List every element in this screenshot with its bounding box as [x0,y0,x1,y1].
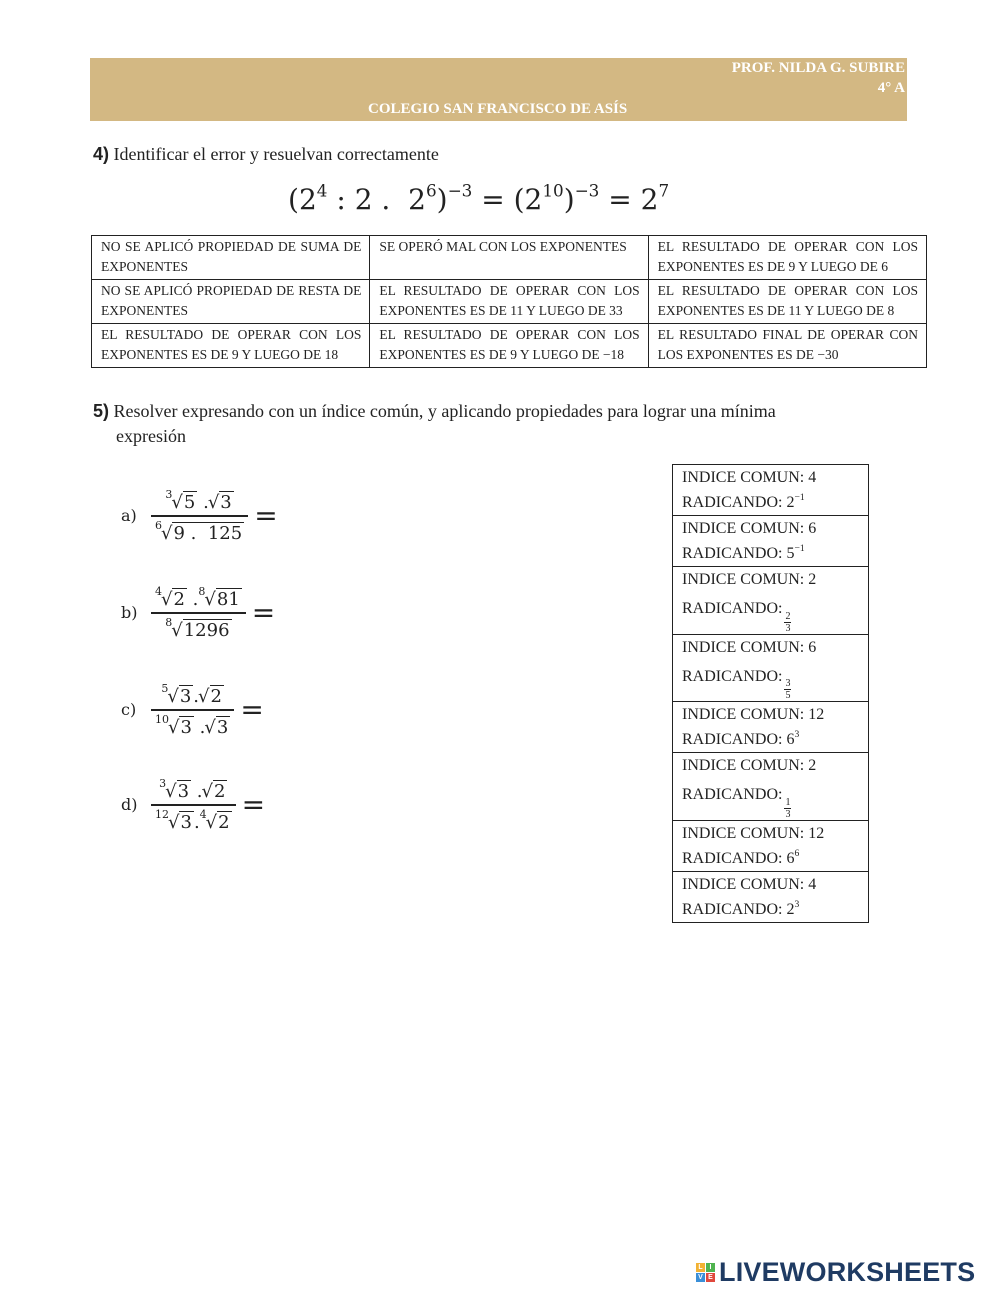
answer-radicand: RADICANDO: $5^{-1}$ [682,542,805,562]
answer-index: INDICE COMUN: 6 [682,638,817,656]
exercise-label: c) [121,700,137,720]
school-name: COLEGIO SAN FRANCISCO DE ASÍS [368,101,628,117]
fraction [151,682,234,738]
denominator: $^{12}$√3 .$^4$√2 [155,807,230,833]
options-row [92,236,927,280]
equals-sign: = [240,693,264,727]
exercise-b [121,585,275,641]
exercise-d [121,777,265,833]
logo-letter: E [706,1273,715,1282]
numerator: $^5$√3 .√2 [161,682,222,707]
exercise-label: b) [121,603,138,623]
option-cell[interactable]: EL RESULTADO FINAL DE OPERAR CON LOS EXPONENTES ES DE −30 [648,324,926,368]
answer-radicand: RADICANDO: $2^3$ [682,898,800,918]
exercise-label: a) [121,506,137,526]
answer-radicand: RADICANDO: $6^6$ [682,847,800,867]
option-cell[interactable]: SE OPERÓ MAL CON LOS EXPONENTES [370,236,648,280]
answer-index: INDICE COMUN: 2 [682,571,817,588]
option-cell[interactable]: NO SE APLICÓ PROPIEDAD DE RESTA DE EXPONENTES [92,280,370,324]
answer-index: INDICE COMUN: 4 [682,875,817,893]
fraction [151,585,246,641]
q4-equation: ($2^4$ : 2 . $2^6)^{-3} = (2^{10})^{-3} = 2^7$ [288,180,670,216]
option-cell[interactable]: NO SE APLICÓ PROPIEDAD DE SUMA DE EXPONENTES [92,236,370,280]
answer-radicand: RADICANDO: $6^3$ [682,728,800,748]
answer-radicand: RADICANDO: $\frac{1}{3}$ [682,786,791,820]
logo-text: LIVEWORKSHEETS [719,1257,976,1287]
answer-cell[interactable] [673,871,869,922]
q4-instruction: Identificar el error y resuelvan correctamente [113,144,439,164]
liveworksheets-logo [696,1257,975,1288]
answer-cell[interactable] [673,567,869,635]
option-cell[interactable]: EL RESULTADO DE OPERAR CON LOS EXPONENTES ES DE 11 Y LUEGO DE 8 [648,280,926,324]
q5-title [93,401,776,422]
options-row [92,280,927,324]
logo-letter: L [696,1263,705,1272]
fraction [151,777,236,833]
q4-options-table [91,235,927,368]
answer-radicand: RADICANDO: $2^{-1}$ [682,491,805,511]
exercise-label: d) [121,795,138,815]
answer-index: INDICE COMUN: 12 [682,824,825,842]
answer-radicand: RADICANDO: $\frac{2}{3}$ [682,600,791,634]
exercise-c [121,682,264,738]
answer-index: INDICE COMUN: 2 [682,757,817,774]
option-cell[interactable]: EL RESULTADO DE OPERAR CON LOS EXPONENTES ES DE 9 Y LUEGO DE 18 [92,324,370,368]
answers-table [672,464,869,923]
q4-number: 4) [93,144,110,164]
numerator: $^3$√3 .√2 [159,777,226,802]
equals-sign: = [254,499,278,533]
q5-instruction: Resolver expresando con un índice común, y aplicando propiedades para lograr una mínima [113,401,776,421]
option-cell[interactable]: EL RESULTADO DE OPERAR CON LOS EXPONENTES ES DE 9 Y LUEGO DE 6 [648,236,926,280]
option-cell[interactable]: EL RESULTADO DE OPERAR CON LOS EXPONENTES ES DE 11 Y LUEGO DE 33 [370,280,648,324]
exercise-a [121,488,278,544]
equals-sign: = [251,596,276,630]
answer-cell[interactable] [673,634,869,702]
answer-cell[interactable] [673,516,869,567]
answer-index: INDICE COMUN: 12 [682,706,825,723]
q5-number: 5) [93,401,110,421]
denominator: $^6$√9 . 125 [155,518,243,544]
teacher-name: PROF. NILDA G. SUBIRE [731,60,905,76]
answer-cell[interactable] [673,702,869,753]
logo-icon [696,1263,715,1282]
logo-letter: V [696,1273,705,1282]
q5-instruction-continued: expresión [116,426,186,446]
options-row [92,324,927,368]
numerator: $^4$√2 .$^8$√81 [155,585,240,610]
answer-cell[interactable] [673,820,869,871]
denominator: $^8$√1296 [165,615,230,641]
logo-letter: I [706,1263,715,1272]
option-cell[interactable]: EL RESULTADO DE OPERAR CON LOS EXPONENTES ES DE 9 Y LUEGO DE −18 [370,324,648,368]
q4-title [93,144,439,165]
grade-label: 4° A [877,80,905,96]
answer-index: INDICE COMUN: 4 [682,469,817,486]
denominator: $^{10}$√3 .√3 [155,712,229,738]
header-band [90,58,907,121]
fraction [151,488,248,544]
answer-radicand: RADICANDO: $\frac{3}{5}$ [682,667,791,701]
numerator: $^3$√5 .√3 [165,488,232,513]
answer-cell[interactable] [673,465,869,516]
answer-cell[interactable] [673,753,869,821]
answer-index: INDICE COMUN: 6 [682,520,817,537]
equals-sign: = [241,788,266,822]
